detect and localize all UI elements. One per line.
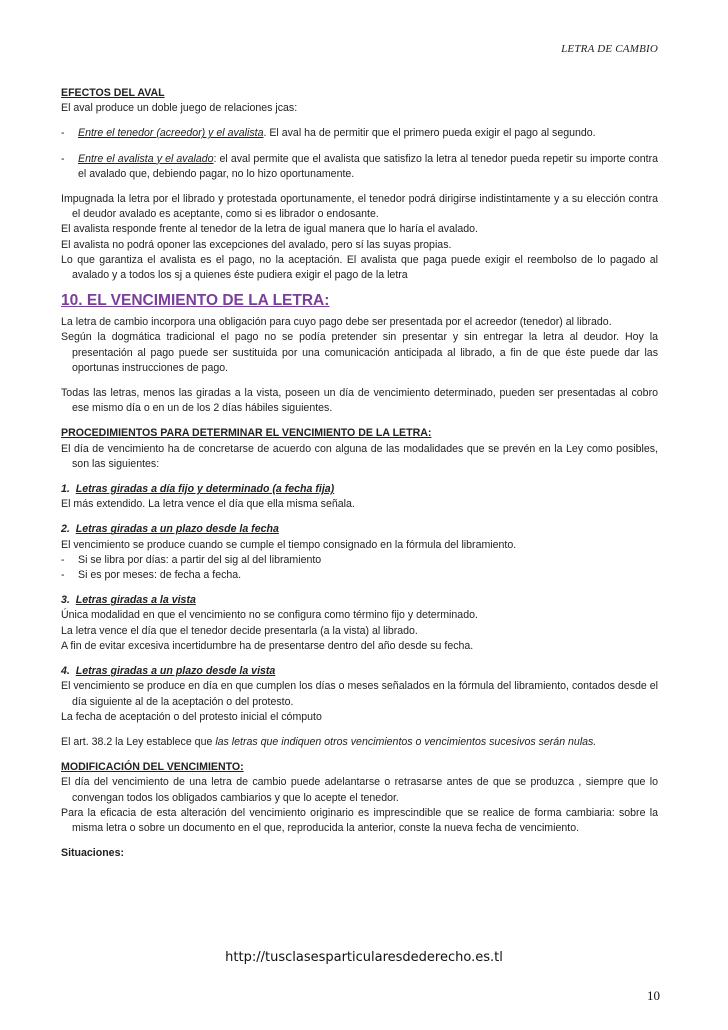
aval-paragraph: Impugnada la letra por el librado y protestada oportunamente, el tenedor podrá dirigirse indistintamente y a su elección contra el deudor avalado es aceptante, como si es librador o endosante. — [61, 193, 658, 221]
modality-4-text: El vencimiento se produce en día en que cumplen los días o meses señalados en la fórmula del libramiento, contados desde el día siguiente al de la aceptación o del protesto. — [61, 680, 658, 708]
modality-4-title: 4. Letras giradas a un plazo desde la vista — [61, 665, 276, 678]
modality-4-text: La fecha de aceptación o del protesto inicial el cómputo — [61, 710, 322, 723]
section-heading-modificacion: MODIFICACIÓN DEL VENCIMIENTO: — [61, 761, 244, 774]
page-number: 10 — [647, 988, 660, 1003]
modality-3-text: A fin de evitar excesiva incertidumbre ha de presentarse dentro del año desde su fecha. — [61, 639, 474, 652]
modality-1-text: El más extendido. La letra vence el día que ella misma señala. — [61, 498, 355, 511]
procedimientos-intro: El día de vencimiento ha de concretarse de acuerdo con alguna de las modalidades que se prevén en la Ley como posibles, son las siguientes: — [61, 442, 658, 470]
dash-marker: - — [61, 152, 65, 165]
vencimiento-paragraph: Según la dogmática tradicional el pago no se podía pretender sin presentar y sin entregar la letra al deudor. Hoy la presentación al pago puede ser sustituida por una comunicación anticipada al librado, a fin de que éste puede dar las oportunas instrucciones de pago. — [61, 331, 658, 374]
modality-3-text: Única modalidad en que el vencimiento no se configura como término fijo y determinado. — [61, 609, 478, 622]
running-header: LETRA DE CAMBIO — [561, 43, 658, 55]
modality-2-title: 2. Letras giradas a un plazo desde la fecha — [61, 523, 279, 536]
modality-3-text: La letra vence el día que el tenedor decide presentarla (a la vista) al librado. — [61, 624, 418, 637]
modality-2-text: El vencimiento se produce cuando se cumple el tiempo consignado en la fórmula del libramiento. — [61, 538, 517, 551]
aval-item-2-text: : el aval permite que el avalista que satisfizo la letra al tenedor pueda repetir su importe contra el avalado que, debiendo pagar, no lo hizo oportunamente. — [78, 152, 658, 180]
vencimiento-paragraph: Todas las letras, menos las giradas a la vista, poseen un día de vencimiento determinado, pueden ser presentadas al cobro ese mismo día o en un de los 2 días hábiles siguientes. — [61, 387, 658, 415]
aval-item-1-text: . El aval ha de permitir que el primero pueda exigir el pago al segundo. — [263, 127, 596, 140]
aval-item-1-lead: Entre el tenedor (acreedor) y el avalista — [78, 127, 264, 140]
aval-paragraph: Lo que garantiza el avalista es el pago, no la aceptación. El avalista que paga puede exigir el reembolso de lo pagado al avalado y a todos los sj a quienes éste pudiera exigir el pago de la letra — [61, 253, 658, 282]
section-heading-vencimiento: 10. EL VENCIMIENTO DE LA LETRA: — [61, 292, 330, 310]
modality-1-title: 1. Letras giradas a día fijo y determinado (a fecha fija) — [61, 483, 335, 496]
aval-paragraph: El avalista responde frente al tenedor de la letra de igual manera que lo haría el avalado. — [61, 223, 478, 236]
modality-2-bullet: - Si es por meses: de fecha a fecha. — [61, 568, 658, 583]
article-note: El art. 38.2 la Ley establece que las letras que indiquen otros vencimientos o vencimientos sucesivos serán nulas. — [61, 735, 597, 748]
vencimiento-paragraph: La letra de cambio incorpora una obligación para cuyo pago debe ser presentada por el acreedor (tenedor) al librado. — [61, 316, 612, 329]
section-heading-aval: EFECTOS DEL AVAL — [61, 87, 165, 99]
document-body — [61, 86, 658, 861]
aval-item-2-lead: Entre el avalista y el avalado — [78, 152, 214, 165]
dash-marker: - — [61, 553, 65, 566]
situaciones-label: Situaciones: — [61, 847, 124, 860]
modality-3-title: 3. Letras giradas a la vista — [61, 594, 196, 607]
aval-item-1 — [61, 126, 658, 141]
modality-2-bullet: - Si se libra por días: a partir del sig al del libramiento — [61, 553, 658, 568]
aval-paragraph: El avalista no podrá oponer las excepciones del avalado, pero sí las suyas propias. — [61, 238, 452, 251]
aval-item-2 — [61, 152, 658, 182]
modificacion-paragraph: El día del vencimiento de una letra de cambio puede adelantarse o retrasarse antes de que se produzca , siempre que lo convengan todos los obligados cambiarios y que lo acepte el tenedor. — [61, 776, 658, 804]
modificacion-paragraph: Para la eficacia de esta alteración del vencimiento originario es imprescindible que se realice de forma cambiaria: sobre la misma letra o sobre un documento en el que, reproducida la anterior, conste la nueva fecha de vencimiento. — [61, 806, 658, 834]
aval-intro: El aval produce un doble juego de relaciones jcas: — [61, 102, 298, 115]
footer-url-link[interactable]: http://tusclasesparticularesdederecho.es.tl — [225, 950, 503, 965]
dash-marker: - — [61, 127, 65, 140]
section-heading-procedimientos: PROCEDIMIENTOS PARA DETERMINAR EL VENCIMIENTO DE LA LETRA: — [61, 427, 432, 440]
dash-marker: - — [61, 569, 65, 582]
